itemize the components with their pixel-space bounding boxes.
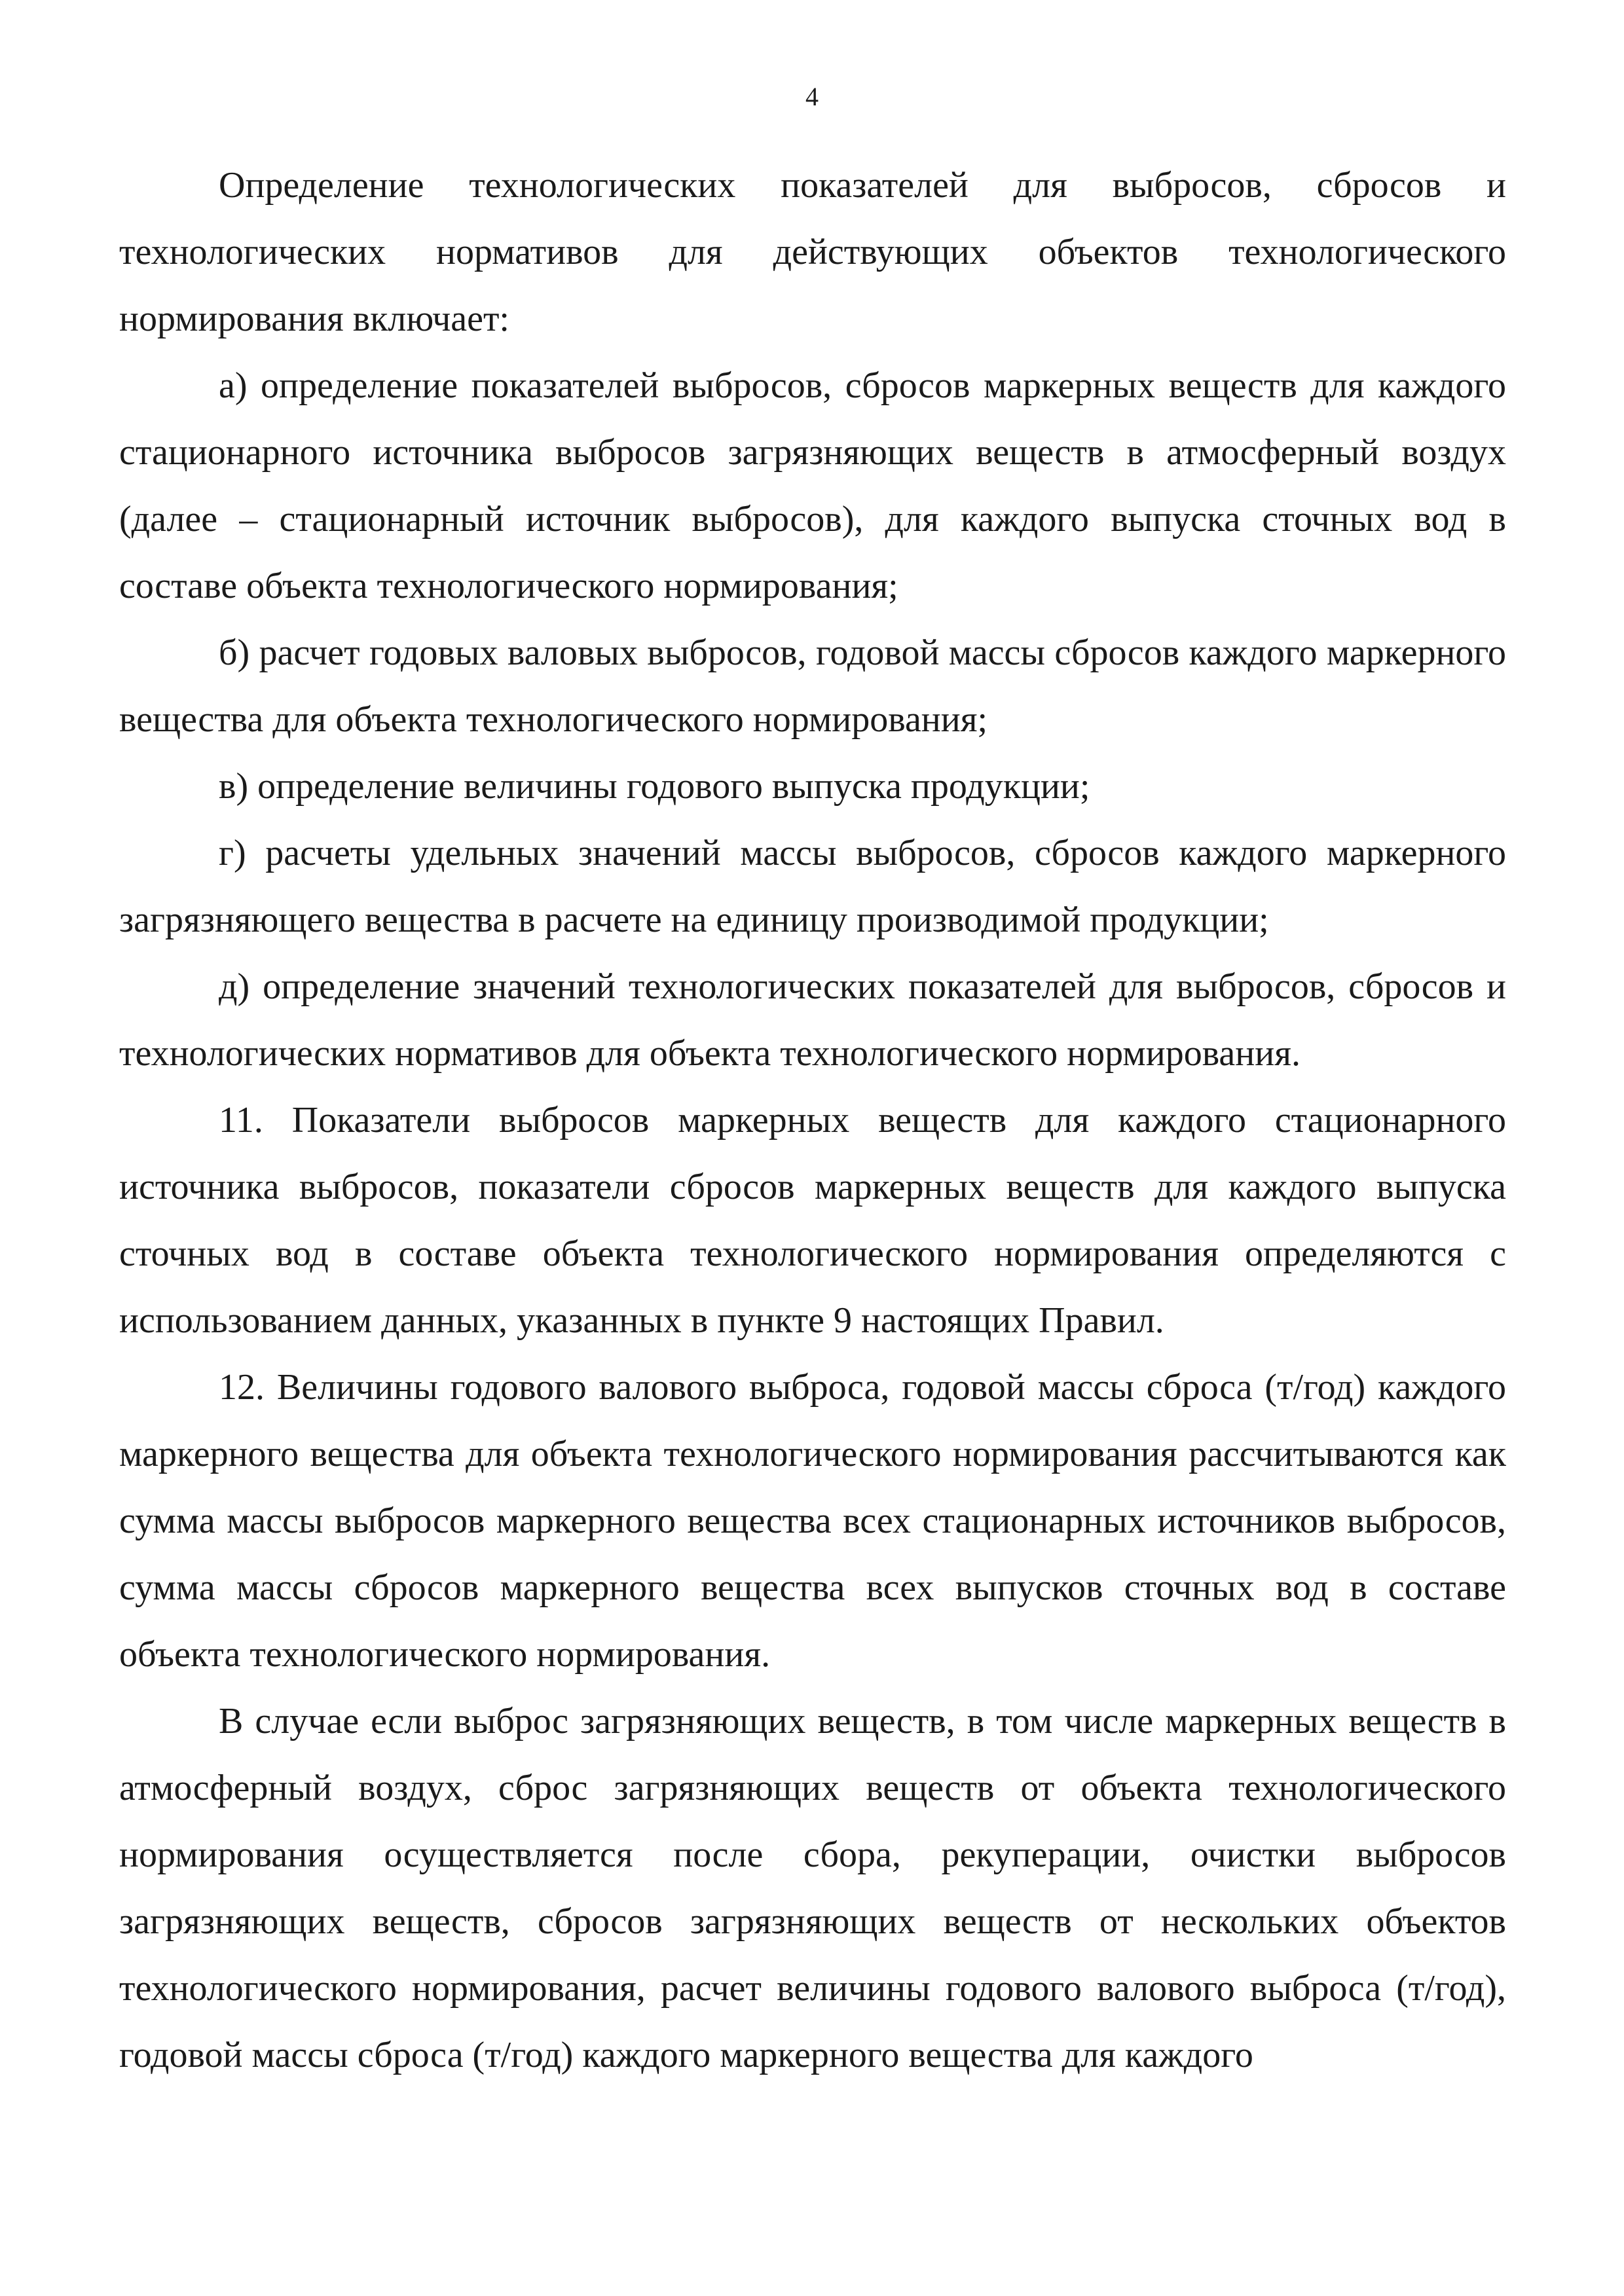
paragraph-item-g: г) расчеты удельных значений массы выбросов, сбросов каждого маркерного загрязняющего вещества в расчете на единицу производимой продукции; xyxy=(119,833,1506,940)
paragraph-intro: Определение технологических показателей для выбросов, сбросов и технологических нормативов для действующих объектов технологического нормирования включает: xyxy=(119,165,1506,339)
paragraph-clause-12: 12. Величины годового валового выброса, годовой массы сброса (т/год) каждого маркерного вещества для объекта технологического нормирования рассчитываются как сумма массы выбросов маркерного вещества всех стационарных источников выбросов, сумма массы сбросов маркерного вещества всех выпусков сточных вод в составе объекта технологического нормирования. xyxy=(119,1367,1506,1675)
paragraph-item-a: а) определение показателей выбросов, сбросов маркерных веществ для каждого стационарного источника выбросов загрязняющих веществ в атмосферный воздух (далее – стационарный источник выбросов), для каждого выпуска сточных вод в составе объекта технологического нормирования; xyxy=(119,365,1506,606)
document-body xyxy=(119,152,1506,2088)
paragraph-case: В случае если выброс загрязняющих веществ, в том числе маркерных веществ в атмосферный воздух, сброс загрязняющих веществ от объекта технологического нормирования осуществляется после сбора, рекуперации, очистки выбросов загрязняющих веществ, сбросов загрязняющих веществ от нескольких объектов технологического нормирования, расчет величины годового валового выброса (т/год), годовой массы сброса (т/год) каждого маркерного вещества для каждого xyxy=(119,1701,1506,2075)
paragraph-item-b: б) расчет годовых валовых выбросов, годовой массы сбросов каждого маркерного вещества для объекта технологического нормирования; xyxy=(119,632,1506,740)
paragraph-item-v: в) определение величины годового выпуска продукции; xyxy=(219,766,1090,807)
paragraph-item-d: д) определение значений технологических показателей для выбросов, сбросов и технологических нормативов для объекта технологического нормирования. xyxy=(119,966,1506,1074)
paragraph-clause-11: 11. Показатели выбросов маркерных веществ для каждого стационарного источника выбросов, показатели сбросов маркерных веществ для каждого выпуска сточных вод в составе объекта технологического нормирования определяются с использованием данных, указанных в пункте 9 настоящих Правил. xyxy=(119,1100,1506,1341)
page-number: 4 xyxy=(805,82,819,111)
